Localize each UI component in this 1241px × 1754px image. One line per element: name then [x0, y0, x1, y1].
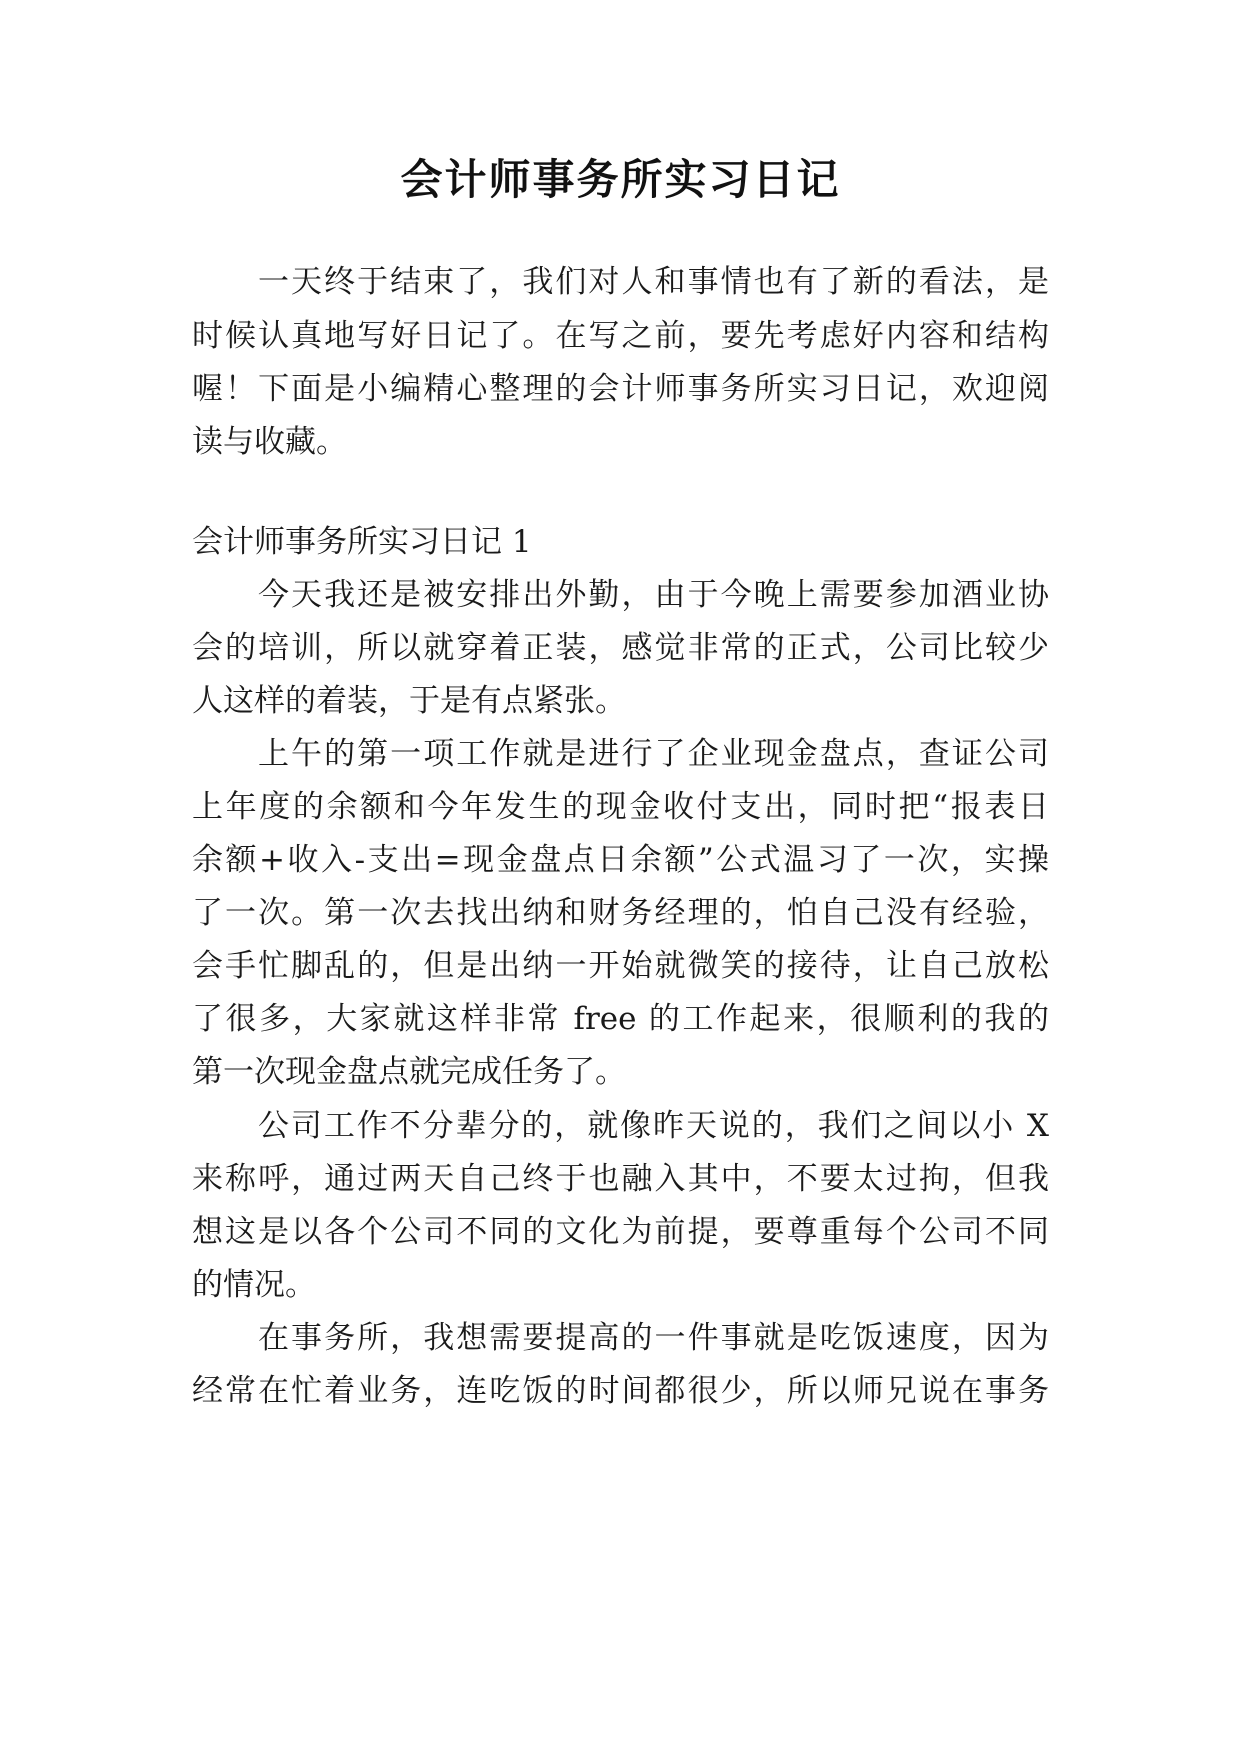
- text-line: 公司工作不分辈分的，就像昨天说的，我们之间以小 X: [258, 1108, 1049, 1144]
- text-line: 会的培训，所以就穿着正装，感觉非常的正式，公司比较少: [192, 630, 1049, 666]
- text-line: 想这是以各个公司不同的文化为前提，要尊重每个公司不同: [192, 1214, 1049, 1250]
- text-line: 的情况。: [192, 1267, 316, 1303]
- text-line: 一天终于结束了，我们对人和事情也有了新的看法，是: [258, 264, 1049, 300]
- text-line: 了很多，大家就这样非常 free 的工作起来，很顺利的我的: [192, 1001, 1049, 1037]
- text-line: 了一次。第一次去找出纳和财务经理的，怕自己没有经验，: [192, 895, 1049, 931]
- text-line: 第一次现金盘点就完成任务了。: [192, 1054, 626, 1090]
- text-line: 时候认真地写好日记了。在写之前，要先考虑好内容和结构: [192, 318, 1049, 354]
- section-heading: 会计师事务所实习日记 1: [192, 524, 532, 560]
- text-line: 人这样的着装，于是有点紧张。: [192, 683, 626, 719]
- text-line: 读与收藏。: [192, 424, 347, 460]
- text-line: 上午的第一项工作就是进行了企业现金盘点，查证公司: [258, 736, 1049, 772]
- text-line: 来称呼，通过两天自己终于也融入其中，不要太过拘，但我: [192, 1161, 1049, 1197]
- text-line: 上年度的余额和今年发生的现金收付支出，同时把“报表日: [192, 789, 1049, 825]
- document-title: 会计师事务所实习日记: [400, 155, 841, 204]
- text-line: 在事务所，我想需要提高的一件事就是吃饭速度，因为: [258, 1320, 1049, 1356]
- text-line: 今天我还是被安排出外勤，由于今晚上需要参加酒业协: [258, 577, 1049, 613]
- text-line: 余额+收入-支出=现金盘点日余额”公式温习了一次，实操: [192, 842, 1049, 878]
- text-line: 喔！下面是小编精心整理的会计师事务所实习日记，欢迎阅: [192, 371, 1049, 407]
- text-line: 经常在忙着业务，连吃饭的时间都很少，所以师兄说在事务: [192, 1373, 1049, 1409]
- text-line: 会手忙脚乱的，但是出纳一开始就微笑的接待，让自己放松: [192, 948, 1049, 984]
